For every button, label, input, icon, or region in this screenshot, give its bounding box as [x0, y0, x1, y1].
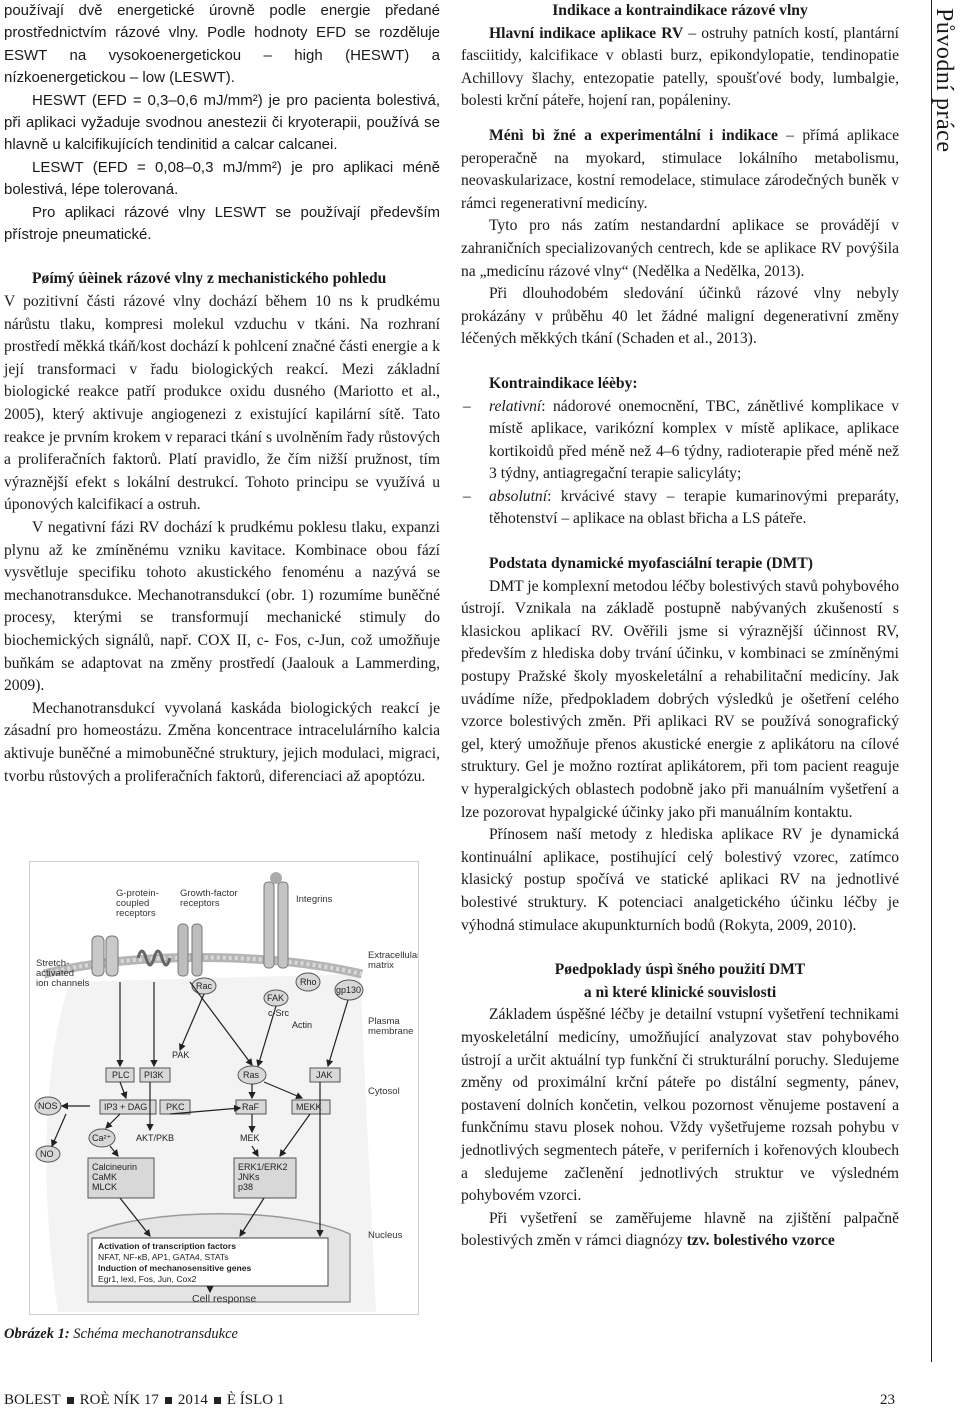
- label-stretch-3: ion channels: [36, 978, 90, 989]
- paragraph: Pro aplikaci rázové vlny LESWT se používají především přístroje pneumatické.: [4, 203, 440, 244]
- contraindication-list: [461, 396, 899, 532]
- activation-line-2: NFAT, NF-κB, AP1, GATA4, STATs: [98, 1252, 229, 1262]
- activation-line-4: Egr1, lexl, Fos, Jun, Cox2: [98, 1274, 197, 1284]
- sidebar-rule: [931, 0, 932, 1362]
- node-rho: Rho: [300, 977, 317, 987]
- footer-volume: ROÈ NÍK 17: [79, 1392, 159, 1408]
- square-separator-icon: [214, 1397, 221, 1404]
- mechanotransduction-figure: [29, 861, 419, 1315]
- node-mek: MEK: [240, 1133, 260, 1143]
- footer-year: 2014: [177, 1392, 208, 1408]
- caption-label: Obrázek 1:: [4, 1326, 70, 1342]
- list-label: relativní: [489, 397, 542, 415]
- node-calcineurin-2: CaMK: [92, 1172, 118, 1182]
- paragraph: Tyto pro nás zatím nestandardní aplikace se provádějí v zahraničních specializovaných centrech, kde se aplikace RV povýšila na „medicínu rázové vlny“ (Nedělka a Nedělka, 2013).: [461, 217, 899, 280]
- paragraph: [461, 125, 899, 215]
- node-ras: Ras: [243, 1070, 260, 1080]
- section-heading: Kontraindikace léèby:: [489, 374, 638, 392]
- left-column: [4, 0, 440, 788]
- label-gpcr-1: G-protein-: [116, 888, 159, 899]
- node-no: NO: [40, 1149, 54, 1159]
- node-calcineurin-3: MLCK: [92, 1182, 118, 1192]
- label-pm-2: membrane: [368, 1026, 414, 1037]
- integrin-shape: [264, 882, 274, 968]
- gfr-shape: [192, 924, 202, 976]
- node-pkc: PKC: [166, 1102, 185, 1112]
- paragraph: HESWT (EFD = 0,3–0,6 mJ/mm²) je pro pacienta bolestivá, při aplikaci vyžaduje svodnou anestezii či kryoterapii, používá se hlavně u kalcifikujících tendinitid a calcar calcanei.: [4, 91, 440, 154]
- label-ecm-1: Extracellular: [368, 950, 418, 961]
- page-number: 23: [880, 1392, 895, 1408]
- paragraph: [461, 23, 899, 113]
- paragraph: LESWT (EFD = 0,08–0,3 mJ/mm²) je pro aplikaci méně bolestivá, lépe tolerovaná.: [4, 158, 440, 199]
- node-csrc: c-Src: [268, 1008, 289, 1018]
- journal-footer: [4, 1392, 284, 1409]
- paragraph: V pozitivní části rázové vlny dochází během 10 ns k prudkému nárůstu tlaku, kompresi molekul vzduchu v tkáni. Na rozhraní prostředí měkká tkáň/kost dochází k pohlcení značné části energie a k její transformaci v řadu biologických reakcí. Mezi základní biologické reakce patří produkce oxidu dusného (Mariotto et al., 2005), který aktivuje angiogenezi z existující kapilární sítě. Tato reakce je prvním krokem v reparaci tkání s uvolněním řady růstových a proliferačních faktorů. Platí pravidlo, že čím nižší pružnost, tím výraznější efekt s lokální destrukcí. Tohoto principu se využívá u úponových kalcifikací a ostruh.: [4, 293, 440, 514]
- label-integrins: Integrins: [296, 894, 333, 905]
- bold-term: tzv. bolestivého vzorce: [686, 1232, 835, 1250]
- paragraph: Přínosem naší metody z hlediska aplikace RV je dynamická kontinuální aplikace, postihující celý bolestivý vzorec, zatímco klasický postup spočívá ve statické aplikaci RV na jednotlivé bolestivé struktury. K potenciaci analgetického účinku léčby je výhodná stimulace akupunkturních bodů (Rokyta, 2009, 2010).: [461, 826, 899, 934]
- section-sidebar: [927, 8, 960, 178]
- footer-journal: BOLEST: [4, 1392, 61, 1408]
- label-pm-1: Plasma: [368, 1016, 400, 1027]
- label-gpcr-2: coupled: [116, 898, 150, 909]
- sidebar-title: Původní práce: [931, 8, 957, 153]
- node-mekk: MEKK: [296, 1102, 322, 1112]
- paragraph: používají dvě energetické úrovně podle energie předané prostřednictvím rázové vlny. Podle hodnoty EFD se rozděluje ESWT na vysokoenergetickou – high (HESWT) a nízkoenergetickou – low (LESWT).: [4, 2, 440, 87]
- node-ca: Ca²⁺: [92, 1133, 112, 1143]
- label-stretch-2: activated: [36, 968, 75, 979]
- activation-line-3: Induction of mechanosensitive genes: [98, 1263, 252, 1273]
- figure-caption: [4, 1326, 424, 1343]
- label-cell-response: Cell response: [192, 1293, 257, 1305]
- node-rac: Rac: [196, 981, 213, 991]
- node-pak: PAK: [172, 1050, 190, 1060]
- list-text: : nádorové onemocnění, TBC, zánětlivé komplikace v místě aplikace, varikózní komplex v místě aplikace, aplikace kortikoidů před méně než 4–6 týdny, radioterapie před méně než 3 týdny, antiagregační terapie salicyláty;: [489, 397, 899, 483]
- footer-issue: È ÍSLO 1: [226, 1392, 285, 1408]
- paragraph-text: – přímá aplikace peroperačně na myokard, stimulace lokálního metabolismu, neovaskularizace, kostní remodelace, stimulace zárodečných buněk v rámci regenerativní medicíny.: [461, 126, 899, 212]
- paragraph: [461, 1208, 899, 1253]
- label-gfr-2: receptors: [180, 898, 220, 909]
- paragraph: Při dlouhodobém sledování účinků rázové vlny nebyly prokázány v průběhu 40 let žádné maligní degenerativní změny léčených měkkých tkání (Schaden et al., 2013).: [461, 285, 899, 348]
- paragraph: Základem úspěšné léčby je detailní vstupní vyšetření technikami myoskeletální medicíny, umožňující analyzovat stav pohybového ústrojí a určit aktuální typ funkční či strukturální poruchy. Sledujeme změny od proximální krční páteře po distální segmenty, pánev, postavení dolních končetin, velkou pozornost věnujeme postavení a funkčnímu stavu plosek nohou. Vždy vyšetřujeme rozsah pohybu v jednotlivých segmentech páteře, v periferních i kořenových kloubech a sledujeme začlenění jednotlivých struktur ve výsledném pohybovém vzorci.: [461, 1006, 899, 1205]
- svg-text:Plasmamembrane: [368, 1016, 413, 1037]
- section-heading: Indikace a kontraindikace rázové vlny: [552, 2, 808, 19]
- square-separator-icon: [67, 1397, 74, 1404]
- paragraph-text: Při vyšetření se zaměřujeme hlavně na zjištění palpačně bolestivých změn v rámci diagnózy: [461, 1209, 899, 1250]
- label-gfr-1: Growth-factor: [180, 888, 238, 899]
- paragraph: Mechanotransdukcí vyvolaná kaskáda biologických reakcí je zásadní pro homeostázu. Změna koncentrace intracelulárního kalcia aktivuje buněčné a mimobuněčné struktury, jejich modulaci, migraci, tvorbu růstových a proliferačních faktorů, diferenciaci až apoptózu.: [4, 699, 440, 785]
- paragraph: DMT je komplexní metodou léčby bolestivých stavů pohybového ústrojí. Vznikala na základě postupně nabývaných zkušeností s klasickou aplikací RV. Ověřili jsme si výraznější účinnost RV, především z hlediska doby trvání účinku, v kombinaci se zmíněnými postupy Pražské školy myoskeletální a rehabilitační medicíny. Jak uvádíme níže, předpokladem dobrých výsledků je ošetření celého vzorce bolestivých změn. Při aplikaci RV se používá sonografický gel, který umožňuje přenos akustické energie z aplikátoru na cílové struktury. Gel je možno roztírat aplikátorem, při tom pacient reaguje v hyperalgických oblastech podobně jako při manuálním vyšetření a lze pozorovat hypalgické účinky jako při manuálním kontaktu.: [461, 577, 899, 821]
- node-raf: RaF: [242, 1102, 260, 1112]
- figure-svg: [30, 862, 418, 1314]
- node-ip3: IP3 + DAG: [104, 1102, 148, 1112]
- svg-text:Growth-factorreceptors: [180, 888, 238, 909]
- svg-text:Extracellularmatrix: [368, 950, 418, 971]
- label-ecm-2: matrix: [368, 960, 394, 971]
- square-separator-icon: [165, 1397, 172, 1404]
- section-heading: Pøímý úèinek rázové vlny z mechanistického pohledu: [32, 270, 387, 288]
- list-label: absolutní: [489, 487, 548, 505]
- section-heading: Pøedpoklady úspì šného použití DMT: [554, 961, 806, 979]
- section-heading: a nì které klinické souvislosti: [583, 983, 777, 1001]
- node-aktpkb: AKT/PKB: [136, 1133, 175, 1143]
- label-nucleus: Nucleus: [368, 1230, 403, 1241]
- node-erk-2: JNKs: [238, 1172, 260, 1182]
- paragraph: V negativní fázi RV dochází k prudkému poklesu tlaku, expanzi plynu až ke zmíněnému vzniku kavitace. Kombinace obou fází vysvětluje specifiku tohoto akustického fenoménu a nazývá se mechanotransdukce. Mechanotransdukcí (obr. 1) rozumíme buněčné procesy, kterými se transformují mechanické stimuly do biochemických signálů, např. COX II, c- Fos, c-Jun, což umožňuje buňkám se adaptovat na změny prostředí (Jaalouk a Lammerding, 2009).: [4, 519, 440, 695]
- node-pi3k: PI3K: [144, 1070, 164, 1080]
- label-stretch-1: Stretch-: [36, 958, 70, 969]
- node-nos: NOS: [38, 1101, 58, 1111]
- stretch-channel-shape: [92, 936, 104, 976]
- integrin-head-shape: [270, 872, 282, 884]
- caption-text: Schéma mechanotransdukce: [73, 1326, 238, 1342]
- bold-term: Ménì bì žné a experimentální i indikace: [489, 126, 778, 144]
- node-fak: FAK: [267, 993, 285, 1003]
- list-item: [461, 396, 899, 486]
- label-gpcr-3: receptors: [116, 908, 156, 919]
- node-erk-1: ERK1/ERK2: [238, 1162, 288, 1172]
- node-actin: Actin: [292, 1020, 313, 1030]
- node-jak: JAK: [316, 1070, 333, 1080]
- activation-line-1: Activation of transcription factors: [98, 1241, 236, 1251]
- bold-term: Hlavní indikace aplikace RV: [489, 24, 684, 42]
- node-plc: PLC: [112, 1070, 130, 1080]
- svg-text:G-protein-coupledreceptors: [116, 888, 159, 919]
- list-text: : krvácivé stavy – terapie kumarinovými preparáty, těhotenství – aplikace na oblast břicha a LS páteře.: [489, 487, 899, 528]
- gfr-shape: [178, 924, 188, 976]
- integrin-shape: [278, 882, 288, 968]
- node-calcineurin-1: Calcineurin: [92, 1162, 138, 1172]
- paragraph-text: – ostruhy patních kostí, plantární fasciitidy, kalcifikace v oblasti burz, epikondylopatie, tendinopatie Achillovy šlachy, entezopatie patelly, spoušťové body, lumbalgie, bolesti krční páteře, hojení ran, popáleniny.: [461, 24, 899, 110]
- node-gp130: gp130: [336, 985, 362, 995]
- right-column: [461, 0, 899, 1253]
- section-heading: Podstata dynamické myofasciální terapie (DMT): [489, 555, 813, 573]
- list-item: [461, 486, 899, 531]
- label-cytosol: Cytosol: [368, 1086, 400, 1097]
- stretch-channel-shape: [106, 936, 118, 976]
- node-erk-3: p38: [238, 1182, 254, 1192]
